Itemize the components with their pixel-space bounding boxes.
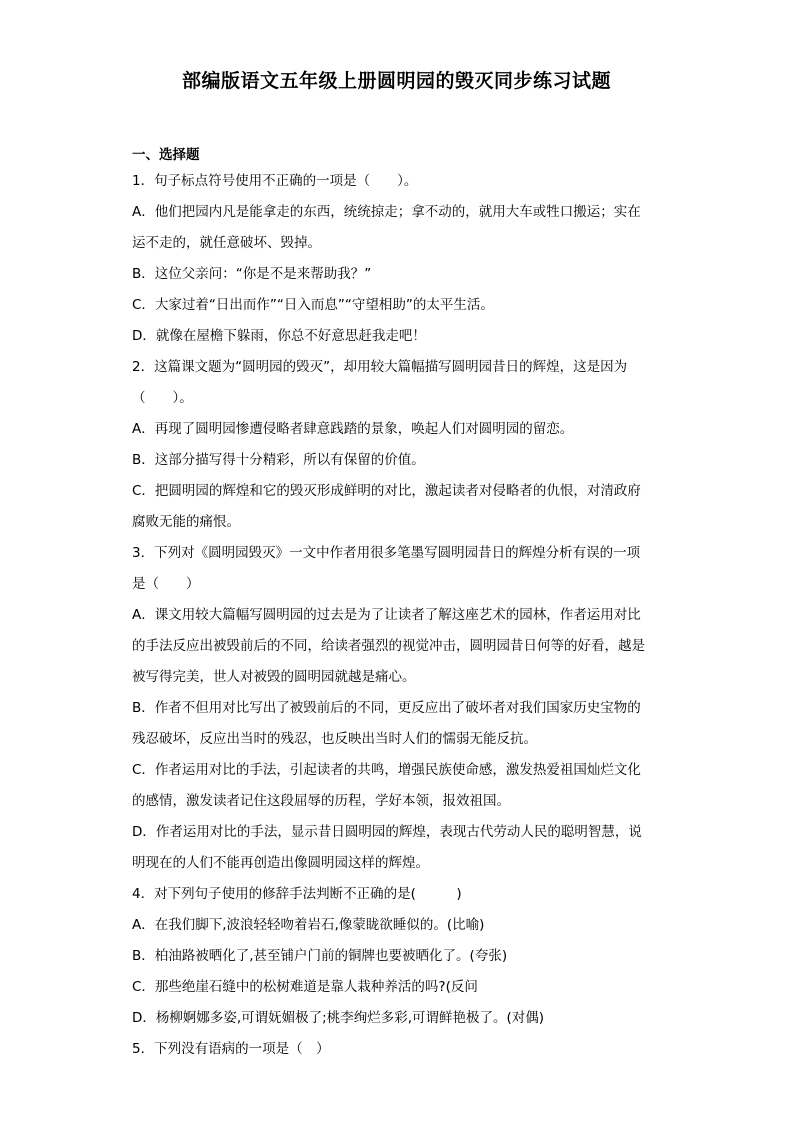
section-heading: 一、选择题 <box>132 147 200 163</box>
question-stem: 5．下列没有语病的一项是（ ） <box>132 1041 330 1057</box>
option-line: A．课文用较大篇幅写圆明园的过去是为了让读者了解这座艺术的园林，作者运用对比 <box>132 607 641 623</box>
question-stem: 是（ ） <box>132 576 200 592</box>
option-line: C．作者运用对比的手法，引起读者的共鸣，增强民族使命感，激发热爱祖国灿烂文化 <box>132 762 641 778</box>
option-b: B．这部分描写得十分精彩，所以有保留的价值。 <box>132 452 425 468</box>
question-stem: 3．下列对《圆明园毁灭》一文中作者用很多笔墨写圆明园昔日的辉煌分析有误的一项 <box>132 545 641 561</box>
option-line: 的感情，激发读者记住这段屈辱的历程，学好本领，报效祖国。 <box>132 793 510 809</box>
option-line: 运不走的，就任意破坏、毁掉。 <box>132 235 321 251</box>
option-line: 明现在的人们不能再创造出像圆明园这样的辉煌。 <box>132 855 429 871</box>
option-c <box>132 476 664 538</box>
option-line: 被写得完美，世人对被毁的圆明园就越是痛心。 <box>132 669 416 685</box>
question-1 <box>132 166 664 352</box>
option-line: B．作者不但用对比写出了被毁前后的不同，更反应出了破坏者对我们国家历史宝物的 <box>132 700 641 716</box>
option-b: B．柏油路被晒化了,甚至铺户门前的铜牌也要被晒化了。(夸张) <box>132 948 508 964</box>
question-2 <box>132 352 664 538</box>
option-line: 腐败无能的痛恨。 <box>132 514 240 530</box>
question-stem: 1．句子标点符号使用不正确的一项是（ ）。 <box>132 173 418 189</box>
option-line: D．作者运用对比的手法，显示昔日圆明园的辉煌，表现古代劳动人民的聪明智慧，说 <box>132 824 642 840</box>
option-b: B．这位父亲问：“你是不是来帮助我？” <box>132 266 372 282</box>
option-a: A．在我们脚下,波浪轻轻吻着岩石,像蒙眬欲睡似的。(比喻) <box>132 917 485 933</box>
option-c <box>132 755 664 817</box>
option-a <box>132 197 664 259</box>
page-title: 部编版语文五年级上册圆明园的毁灭同步练习试题 <box>181 70 611 92</box>
option-b <box>132 693 664 755</box>
question-stem: （ ）。 <box>132 390 193 406</box>
option-line: 残忍破坏，反应出当时的残忍，也反映出当时人们的懦弱无能反抗。 <box>132 731 537 747</box>
option-a <box>132 600 664 693</box>
option-c: C．大家过着“日出而作”“日入而息”“守望相助”的太平生活。 <box>132 297 494 313</box>
question-list <box>132 144 664 1065</box>
question-3 <box>132 538 664 879</box>
option-d <box>132 817 664 879</box>
question-stem: 2．这篇课文题为“圆明园的毁灭”，却用较大篇幅描写圆明园昔日的辉煌，这是因为 <box>132 359 628 375</box>
option-c: C．那些绝崖石缝中的松树难道是靠人栽种养活的吗?(反问 <box>132 979 478 995</box>
option-line: A．他们把园内凡是能拿走的东西，统统掠走；拿不动的，就用大车或牲口搬运；实在 <box>132 204 641 220</box>
option-a: A．再现了圆明园惨遭侵略者肆意践踏的景象，唤起人们对圆明园的留恋。 <box>132 421 574 437</box>
option-d: D．就像在屋檐下躲雨，你总不好意思赶我走吧！ <box>132 328 426 344</box>
question-stem: 4．对下列句子使用的修辞手法判断不正确的是( ) <box>132 886 462 902</box>
option-line: 的手法反应出被毁前后的不同，给读者强烈的视觉冲击，圆明园昔日何等的好看，越是 <box>132 638 645 654</box>
question-4 <box>132 879 664 1034</box>
option-line: C．把圆明园的辉煌和它的毁灭形成鲜明的对比，激起读者对侵略者的仇恨，对清政府 <box>132 483 641 499</box>
option-d: D．杨柳婀娜多姿,可谓妩媚极了;桃李绚烂多彩,可谓鲜艳极了。(对偶) <box>132 1010 545 1026</box>
question-5 <box>132 1034 664 1065</box>
